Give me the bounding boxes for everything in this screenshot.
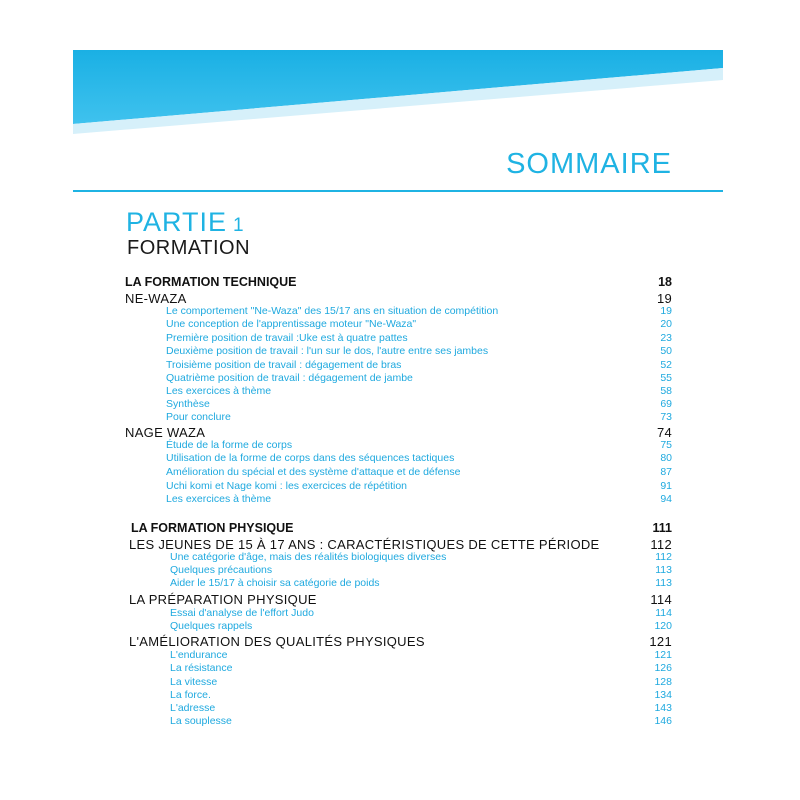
toc-entry-level-2: [125, 291, 672, 306]
part-subtitle: FORMATION: [127, 237, 251, 259]
toc-entry-page: 114: [655, 607, 672, 619]
toc-entry-page: 58: [660, 385, 672, 397]
toc-entry-page: 23: [660, 332, 672, 344]
toc-entry-page: 19: [656, 291, 672, 306]
toc-entry-page: 134: [654, 689, 672, 701]
part-label: PARTIE: [126, 207, 228, 237]
toc-entry-title: Une conception de l'apprentissage moteur "Ne-Waza": [166, 318, 417, 330]
toc-entry-level-1: [131, 521, 672, 535]
toc-entry-page: 73: [660, 411, 672, 423]
toc-entry-title: La force.: [170, 689, 211, 701]
toc-entry-level-3: [166, 439, 672, 451]
toc-entry-level-3: [170, 715, 672, 727]
toc-entry-page: 91: [660, 480, 672, 492]
toc-entry-title: Première position de travail :Uke est à quatre pattes: [166, 332, 408, 344]
toc-entry-level-3: [166, 318, 672, 330]
title-rule: [73, 190, 723, 192]
toc-entry-title: Utilisation de la forme de corps dans des séquences tactiques: [166, 452, 455, 464]
toc-entry-level-3: [170, 551, 672, 563]
toc-entry-page: 18: [658, 275, 672, 289]
toc-entry-page: 94: [660, 493, 672, 505]
toc-entry-level-2: [129, 537, 672, 552]
toc-entry-title: LA FORMATION TECHNIQUE: [125, 275, 297, 289]
toc-entry-title: Quelques rappels: [170, 620, 253, 632]
toc-entry-page: 112: [655, 551, 672, 563]
toc-entry-page: 126: [654, 662, 672, 674]
toc-entry-level-3: [166, 385, 672, 397]
toc-entry-page: 55: [660, 372, 672, 384]
toc-entry-level-3: [166, 359, 672, 371]
toc-entry-level-3: [170, 620, 672, 632]
toc-entry-title: Aider le 15/17 à choisir sa catégorie de poids: [170, 577, 380, 589]
toc-entry-level-1: [125, 275, 672, 289]
toc-entry-title: Pour conclure: [166, 411, 231, 423]
toc-entry-title: Les exercices à thème: [166, 385, 272, 397]
toc-entry-page: 74: [656, 425, 672, 440]
toc-entry-page: 87: [660, 466, 672, 478]
toc-entry-page: 19: [660, 305, 672, 317]
toc-entry-title: La résistance: [170, 662, 233, 674]
toc-entry-page: 52: [660, 359, 672, 371]
toc-entry-title: Les exercices à thème: [166, 493, 272, 505]
toc-entry-level-3: [166, 345, 672, 357]
toc-entry-title: Étude de la forme de corps: [166, 439, 293, 451]
toc-entry-page: 80: [660, 452, 672, 464]
toc-entry-title: Une catégorie d'âge, mais des réalités biologiques diverses: [170, 551, 447, 563]
toc-entry-level-2: [125, 425, 672, 440]
toc-entry-title: Synthèse: [166, 398, 210, 410]
toc-entry-title: La vitesse: [170, 676, 218, 688]
toc-entry-title: NAGE WAZA: [125, 425, 206, 440]
toc-entry-level-3: [166, 452, 672, 464]
part-number: 1: [233, 215, 245, 236]
toc-entry-title: LES JEUNES DE 15 À 17 ANS : CARACTÉRISTIQUES DE CETTE PÉRIODE: [129, 537, 600, 552]
toc-entry-page: 112: [650, 537, 672, 552]
toc-entry-level-3: [166, 332, 672, 344]
toc-entry-level-3: [170, 702, 672, 714]
toc-entry-page: 114: [650, 592, 672, 607]
toc-entry-page: 20: [660, 318, 672, 330]
toc-entry-level-3: [170, 662, 672, 674]
toc-entry-page: 121: [654, 649, 672, 661]
toc-entry-page: 121: [649, 634, 672, 649]
toc-entry-level-2: [129, 634, 672, 649]
toc-entry-level-3: [170, 564, 672, 576]
toc-entry-level-3: [166, 411, 672, 423]
toc-entry-level-3: [166, 493, 672, 505]
toc-entry-page: 50: [660, 345, 672, 357]
toc-entry-title: Amélioration du spécial et des système d'attaque et de défense: [166, 466, 461, 478]
part-heading: [126, 207, 245, 238]
toc-entry-page: 143: [654, 702, 672, 714]
toc-entry-level-3: [170, 676, 672, 688]
toc-entry-page: 146: [654, 715, 672, 727]
toc-entry-title: Uchi komi et Nage komi : les exercices de répétition: [166, 480, 408, 492]
toc-entry-level-3: [166, 398, 672, 410]
toc-entry-title: Essai d'analyse de l'effort Judo: [170, 607, 314, 619]
toc-entry-title: Quelques précautions: [170, 564, 273, 576]
toc-entry-title: Deuxième position de travail : l'un sur le dos, l'autre entre ses jambes: [166, 345, 489, 357]
toc-entry-level-3: [166, 305, 672, 317]
toc-entry-level-3: [170, 607, 672, 619]
toc-entry-page: 69: [660, 398, 672, 410]
page-title: SOMMAIRE: [506, 148, 672, 180]
toc-entry-title: Troisième position de travail : dégagement de bras: [166, 359, 402, 371]
toc-entry-title: L'adresse: [170, 702, 216, 714]
toc-entry-page: 120: [654, 620, 672, 632]
toc-entry-level-3: [170, 649, 672, 661]
toc-entry-level-3: [166, 480, 672, 492]
header-banner: [73, 50, 723, 136]
toc-entry-title: LA PRÉPARATION PHYSIQUE: [129, 592, 317, 607]
toc-entry-title: La souplesse: [170, 715, 232, 727]
toc-entry-title: Le comportement "Ne-Waza" des 15/17 ans en situation de compétition: [166, 305, 499, 317]
toc-entry-page: 113: [655, 577, 672, 589]
toc-entry-level-3: [170, 577, 672, 589]
toc-entry-level-3: [170, 689, 672, 701]
toc-entry-title: NE-WAZA: [125, 291, 187, 306]
toc-entry-title: L'endurance: [170, 649, 228, 661]
toc-entry-title: L'AMÉLIORATION DES QUALITÉS PHYSIQUES: [129, 634, 425, 649]
toc-entry-page: 128: [654, 676, 672, 688]
toc-entry-level-3: [166, 372, 672, 384]
toc-entry-title: LA FORMATION PHYSIQUE: [131, 521, 294, 535]
toc-entry-level-2: [129, 592, 672, 607]
toc-entry-level-3: [166, 466, 672, 478]
toc-entry-page: 111: [652, 521, 672, 535]
toc-entry-page: 113: [655, 564, 672, 576]
toc-entry-title: Quatrième position de travail : dégagement de jambe: [166, 372, 413, 384]
toc-entry-page: 75: [660, 439, 672, 451]
